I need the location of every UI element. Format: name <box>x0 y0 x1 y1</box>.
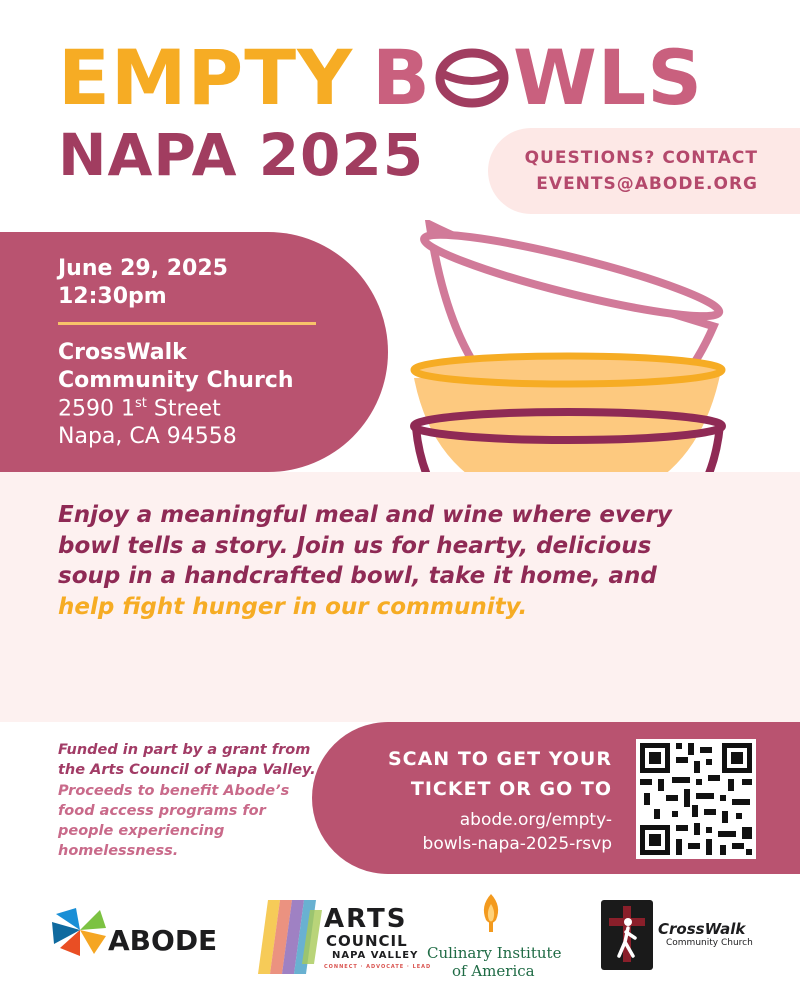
ticket-url-line1[interactable]: abode.org/empty- <box>459 810 612 830</box>
crosswalk-logo-icon <box>601 900 653 970</box>
bowl-o-icon <box>435 48 509 108</box>
abode-logo-text: ABODE <box>108 924 218 957</box>
contact-email[interactable]: EVENTS@ABODE.ORG <box>536 174 758 194</box>
arts-council-logo-text4: CONNECT · ADVOCATE · LEAD <box>324 964 432 970</box>
qr-code[interactable] <box>636 739 756 859</box>
event-date: June 29, 2025 <box>58 256 228 281</box>
culinary-institute-logo-icon <box>476 892 506 932</box>
description-highlight: help fight hunger in our community. <box>58 593 528 620</box>
arts-council-logo-text3: NAPA VALLEY <box>332 950 419 961</box>
venue-city: Napa, CA 94558 <box>58 424 237 449</box>
venue-line1: CrossWalk <box>58 340 187 365</box>
event-time: 12:30pm <box>58 284 167 309</box>
crosswalk-logo-text1: CrossWalk <box>658 920 746 938</box>
info-divider <box>58 322 316 325</box>
venue-street: 2590 1st Street <box>58 396 221 422</box>
ticket-line1: SCAN TO GET YOUR <box>387 748 612 770</box>
arts-council-logo-text2: COUNCIL <box>326 932 408 950</box>
culinary-institute-text1: Culinary Institute <box>427 944 562 962</box>
arts-council-logo-text1: ARTS <box>324 904 408 934</box>
contact-pill <box>488 128 800 214</box>
culinary-institute-text2: of America <box>452 962 535 980</box>
ticket-url-line2[interactable]: bowls-napa-2025-rsvp <box>422 834 612 854</box>
title-napa-2025: NAPA 2025 <box>58 121 425 189</box>
event-description: Enjoy a meaningful meal and wine where every bowl tells a story. Join us for hearty, delicious soup in a handcrafted bowl, take it home, and help fight hunger in our community. <box>58 502 672 620</box>
title-bowls: B WLS <box>372 33 703 122</box>
ticket-line2: TICKET OR GO TO <box>410 778 612 800</box>
crosswalk-logo-text2: Community Church <box>666 938 753 948</box>
contact-line1: QUESTIONS? CONTACT <box>524 148 758 168</box>
abode-logo-icon <box>50 904 108 960</box>
title-empty: EMPTY <box>58 33 354 122</box>
funding-note: Funded in part by a grant from the Arts Council of Napa Valley. Proceeds to benefit Abode’s food access programs for people experiencing homelessness. <box>58 742 316 860</box>
arts-council-logo-icon <box>258 900 322 974</box>
venue-line2: Community Church <box>58 368 294 393</box>
